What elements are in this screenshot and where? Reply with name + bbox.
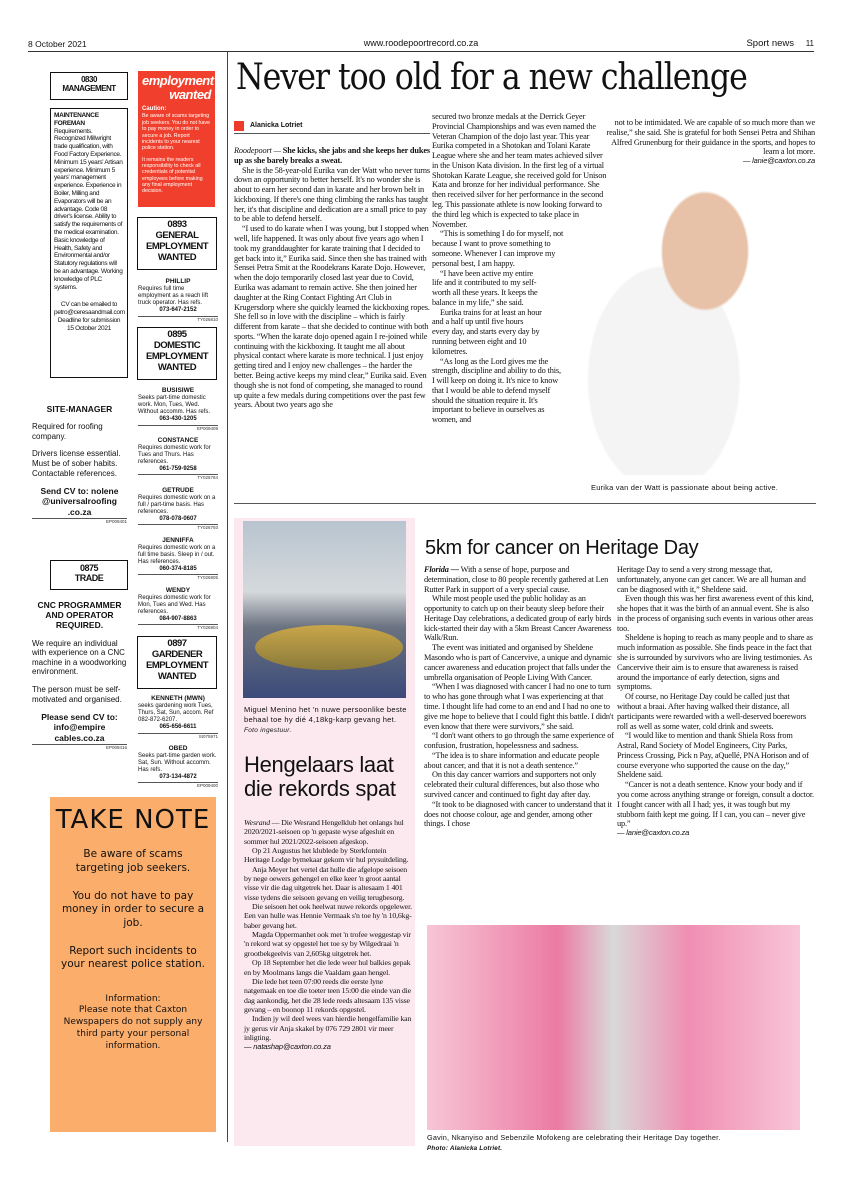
ad-text: Drivers license essential. Must be of sober habits. Contactable references. bbox=[32, 449, 121, 478]
main-article-col2: secured two bronze medals at the Derrick Geyer Provincial Championships and was even named the Veteran Champion of the dojo last year. This year Eurika competed in a Shotokan and Tolani Karate League where she and her team mates achieved silver in the Unison Kata division. In the first leg of a virtual Shotokan Karate League, she received gold for Unison Kata and bronze for her individual performance. She then received silver for her performance in the second leg. This passionate athlete is now looking forward to the third leg which is expected to take place in November. “This is something I do for myself, not because I want to prove something to someone. Whenever I can improve my personal best, I am happy. “I have been active my entire life and it contributed to my self-worth all these years. It keeps the balance in my life,” she said. Eurika trains for at least an hour and a half up until five hours every day, and starts every day by running between eight and 10 kilometres. “As long as the Lord gives me the strength, discipline and ability to do this, I will keep on doing it. It's nice to know that I would be able to defend myself should the situation require it. It's important to believe in ourselves as women, and bbox=[432, 112, 607, 425]
author-email[interactable]: — lanie@caxton.co.za bbox=[742, 156, 815, 166]
main-article-col1: Roodepoort — She kicks, she jabs and she keeps her dukes up as she barely breaks a sweat. She is the 58-year-old Eurika van der Watt who never turns down an opportunity to better herself. It's no wonder she is about to earn her second dan in karate and her brown belt in kickboxing. If there's one thing climbing the ranks has taught her, it's that discipline and dedication are a small price to pay to be able to defend herself. “I used to do karate when I was young, but I stopped when well, life happened. It was only about five years ago when I took my granddaughter for karate training that I decided to get back into it,” Eurika said. Since then she has trained with Sensei Petra Smit at the Roodekrans Karate Dojo. However, when the dojo temporarily closed last year due to Covid, Eurika was adamant to remain active. She then joined her daughter at the Ring Contact Fighting Art Club in Krugersdorp where she quickly learned the kickboxing ropes. She fell so in love with the discipline – which is fairly different from karate – that she decided to continue with both sports. “When the karate dojo opened again I re-joined while continuing with the kickboxing. It taught me all about physical contact where karate is more technical. I just enjoy getting tired and I enjoy new challenges – the harder the better. Being active keeps my mind clear,” Eurika said. Even though she is not fond of competing, she managed to round up quite a few medals during competitions over the past few years. About two years ago she bbox=[234, 146, 430, 410]
family-photo-caption: Gavin, Nkanyiso and Sebenzile Mofokeng are celebrating their Heritage Day together. Photo: Alanicka Lotriet. bbox=[427, 1133, 721, 1152]
page-number: 11 bbox=[805, 39, 814, 48]
take-note-title: TAKE NOTE bbox=[55, 805, 211, 835]
category-head-trade: 0875 TRADE bbox=[50, 560, 128, 590]
listing-item: GETRUDE Requires domestic work on a full / part-time basis. Has references. 078-078-0607 TY026793 bbox=[138, 486, 218, 531]
main-headline: Never too old for a new challenge bbox=[236, 57, 747, 98]
listing-item: OBED Seeks part-time garden work. Sat, Sun. Without accomm. Has refs. 073-134-4872 EP009400 bbox=[138, 744, 218, 789]
cancer-article-col2: Heritage Day to send a very strong message that, unfortunately, anyone can get cancer. We are all human and can be diagnosed with it,” Sheldene said. Even though this was her first awareness event of this kind, she hopes that it was the birth of an annual event. She is also in the process of organising such events in various other areas too. Sheldene is hoping to reach as many people and to share as much information as possible. She finds peace in the fact that she is surrounded by survivors who are living testimonies. As Cancervive their aim is to ensure that awareness is raised around the importance of early detection, signs and symptoms. Of course, no Heritage Day could be called just that without a braai. After having walked their distance, all participants were rewarded with a well-deserved boerewors roll as well as some water, cold drink and sweets. “I would like to mention and thank Shiela Ross from Astral, Rand Society of Model Engineers, City Parks, Princess Crossing, Pick n Pay, aQuellé, PNA Horison and of course everyone who supported the cause on the day,” Sheldene said. “Cancer is not a death sentence. Know your body and if you come across anything strange or foreign, consult a doctor. I fought cancer with all I had; yes, it was tough but my stubborn faith kept me going. If I can, you can – never give up.” — lanie@caxton.co.za bbox=[617, 565, 814, 838]
byline-square-icon bbox=[234, 121, 244, 131]
fishing-headline: Hengelaars laat die rekords spat bbox=[244, 752, 396, 802]
site-url[interactable]: www.roodepoortrecord.co.za bbox=[363, 38, 479, 48]
main-article-col3: not to be intimidated. We are capable of so much more than we realise,” she said. She is grateful for both Sensei Petra and Shihan Alfred Grunenburg for their guidance in the sports, and hopes to learn a lot more. — lanie@caxton.co.za bbox=[606, 118, 815, 166]
caution-note-2: It remains the readers responsibility to check all credentials of potential employees before making any final employment decision. bbox=[142, 156, 203, 195]
section-divider bbox=[234, 503, 816, 504]
category-head-domestic: 0895 DOMESTIC EMPLOYMENT WANTED bbox=[137, 327, 217, 380]
fishing-article-body: Wesrand — Die Wesrand Hengelklub het onlangs hul 2020/2021-seisoen op 'n gepaste wyse afgesluit en sommer hul 2021/2022-seisoen afgeskop. Op 21 Augustus het klublede by Sterkfontein Heritage Lodge bymekaar gekom vir hul prysuitdeling. Anja Meyer het vertel dat hulle die afgelope seisoen by nege oewers gehengel en elke keer 'n groot aantal visse vir die dag uitgetrek het. Daar is altesaam 1 401 visse tydens die seisoen gevang en veilig terugbesorg. Die seisoen het ook heelwat nuwe rekords opgelewer. Een van hulle was Hennie Vermaak s'n toe hy 'n 10,6kg-baber gevang het. Magda Oppermanhet ook met 'n trofee weggestap vir 'n rekord wat sy opgestel het toe sy by Wilgedraai 'n grootbekgeelvis van 2,605kg uitgetrek het. Op 18 September het die lede weer hul balkies gepak en by Moolmans langs die Vaaldam gaan hengel. Die lede het teen 07:00 reeds die eerste lyne natgemaak en toe die toeter teen 15:00 die einde van die dag aankondig, het die 28 lede reeds altesaam 135 visse gevang – en boonop 11 rekords opgestel. Indien jy wil deel wees van hierdie hengelfamilie kan jy gerus vir Anja skakel by 076 729 2801 vir meer inligting. — natashap@caxton.co.za bbox=[244, 818, 412, 1052]
take-note-text: Report such incidents to your nearest police station. bbox=[61, 944, 205, 971]
photo-caption: Eurika van der Watt is passionate about being active. bbox=[591, 483, 779, 492]
domestic-listings bbox=[138, 387, 218, 637]
lead-paragraph: Roodepoort — She kicks, she jabs and she keeps her dukes up as she barely breaks a sweat. bbox=[234, 146, 430, 165]
listing-item: KENNETH (MWN) seeks gardening work Tues, Thurs, Sat, Sun, accom. Ref 082-872-6207. 065-656-6611 SI075971 bbox=[138, 695, 218, 739]
page-header bbox=[28, 36, 814, 52]
ad-title: MAINTENANCE FOREMAN bbox=[54, 112, 99, 127]
ad-title: SITE-MANAGER bbox=[46, 404, 113, 414]
column-divider bbox=[227, 52, 228, 1142]
category-head-management: 0830 MANAGEMENT bbox=[50, 72, 128, 100]
ad-text: Required for roofing company. bbox=[32, 422, 103, 441]
listing-item: WENDY Requires domestic work for Mon, Tues and Wed. Has references. 084-907-8863 TY026804 bbox=[138, 586, 218, 631]
carp-fish-image bbox=[255, 625, 403, 670]
maintenance-foreman-ad bbox=[50, 108, 128, 378]
category-head-gardener: 0897 GARDENER EMPLOYMENT WANTED bbox=[137, 636, 217, 689]
listing-item: BUSISIWE Seeks part-time domestic work. Mon, Tues, Wed. Without accomm. Has refs. 063-430-1205 EP009409 bbox=[138, 387, 218, 431]
ad-cv-info: CV can be emailed to petro@ceresaandmail.com Deadline for submission 15 October 2021 bbox=[54, 301, 125, 332]
banner-title: employment wanted bbox=[142, 73, 214, 102]
author-email[interactable]: — natashap@caxton.co.za bbox=[244, 1042, 331, 1052]
ad-text: The person must be self-motivated and organised. bbox=[32, 684, 122, 704]
ad-title: CNC PROGRAMMER AND OPERATOR REQUIRED. bbox=[37, 600, 122, 631]
site-manager-ad bbox=[32, 404, 127, 524]
ad-ref: EP009416 bbox=[32, 744, 127, 750]
cnc-ad bbox=[32, 600, 127, 750]
caution-note: Caution: Be aware of scams targeting job seekers. You do not have to pay money in order to secure a job. Report incidents to your nearest police station. bbox=[142, 106, 211, 152]
ad-text: We require an individual with experience on a CNC machine in a woodworking environment. bbox=[32, 638, 127, 677]
phone: 073-647-2152 bbox=[159, 307, 197, 314]
ad-contact: Send CV to: nolene @universalroofing .co.za bbox=[40, 486, 119, 517]
take-note-info: Information: Please note that Caxton Newspapers do not supply any third party your personal information. bbox=[63, 993, 203, 1051]
cancer-article-col1: Florida — With a sense of hope, purpose and determination, close to 80 people recently gathered at Len Rutter Park in support of a very special cause. While most people used the public holiday as an opportunity to catch up on their beauty sleep before their Heritage Day celebrations, a dedicated group of early birds kick-started their day with a 5km Breast Cancer Awareness Walk/Run. The event was initiated and organised by Sheldene Masondo who is part of Cancervive, a unique and dynamic cancer awareness and education project that falls under the umbrella organisation of People Living With Cancer. “When I was diagnosed with cancer I had no one to turn to who has gone through what I was experiencing at that time. I thought life had come to an end and I had no one to give me hope to believe that I could fight this battle. I didn't even know that there were survivors,” she said. “I don't want others to go through the same experience of confusion, frustration, hopelessness and sadness. “The idea is to share information and educate people about cancer, and that it is not a death sentence.” On this day cancer warriors and supporters not only celebrated their cultural differences, but also those who survived cancer and continued to fight day after day. “It took to be diagnosed with cancer to understand that it does not choose colour, age and gender, among other things. I chose bbox=[424, 565, 614, 829]
take-note-text: Be aware of scams targeting job seekers. bbox=[75, 848, 191, 874]
author-email[interactable]: — lanie@caxton.co.za bbox=[617, 828, 690, 838]
general-listings bbox=[138, 278, 218, 328]
listing-item: JENNIFFA Requires domestic work on a full time basis. Sleep in / out. Has references. 060-374-8185 TY026805 bbox=[138, 536, 218, 581]
take-note-box bbox=[50, 797, 216, 1132]
ad-ref: EP009401 bbox=[32, 518, 127, 524]
category-head-general: 0893 GENERAL EMPLOYMENT WANTED bbox=[137, 217, 217, 270]
mofokeng-family-photo bbox=[427, 925, 800, 1130]
listing-item: PHILLIP Requires full time employment as a reach lift truck operator. Has refs. 073-647-2152 TY026810 bbox=[138, 278, 218, 322]
take-note-text: You do not have to pay money in order to secure a job. bbox=[61, 889, 205, 929]
angler-photo-caption: Miguel Menino het 'n nuwe persoonlike beste behaal toe hy dié 4,18kg-karp gevang het. Foto ingestuur. bbox=[244, 705, 407, 734]
cancer-headline: 5km for cancer on Heritage Day bbox=[425, 537, 699, 559]
section-name: Sport news bbox=[746, 38, 794, 49]
gardener-listings bbox=[138, 695, 218, 795]
byline: Alanicka Lotriet bbox=[234, 120, 430, 134]
angler-photo bbox=[243, 521, 406, 698]
listing-item: CONSTANCE Requires domestic work for Tues and Thurs. Has references. 061-759-9258 TY026784 bbox=[138, 436, 218, 481]
employment-wanted-banner bbox=[138, 71, 215, 207]
ad-body: Requirements. Recognized Millwright trade qualification, with Food Factory Experience. Minimum 15 years' Artisan experience. Minimum 5 years' management experience. Experience in Boiler, Milling and Evaporators will be an advantage. Code 08 driver's license. Ability to satisfy the requirements of the medical examination. Basic knowledge of Health, Safety and Environmental and/or Statutory regulations will be an advantage. Working knowledge of PLC systems. bbox=[54, 127, 123, 291]
issue-date: 8 October 2021 bbox=[28, 39, 87, 49]
ad-contact: Please send CV to: info@empire cables.co.za bbox=[41, 712, 118, 743]
